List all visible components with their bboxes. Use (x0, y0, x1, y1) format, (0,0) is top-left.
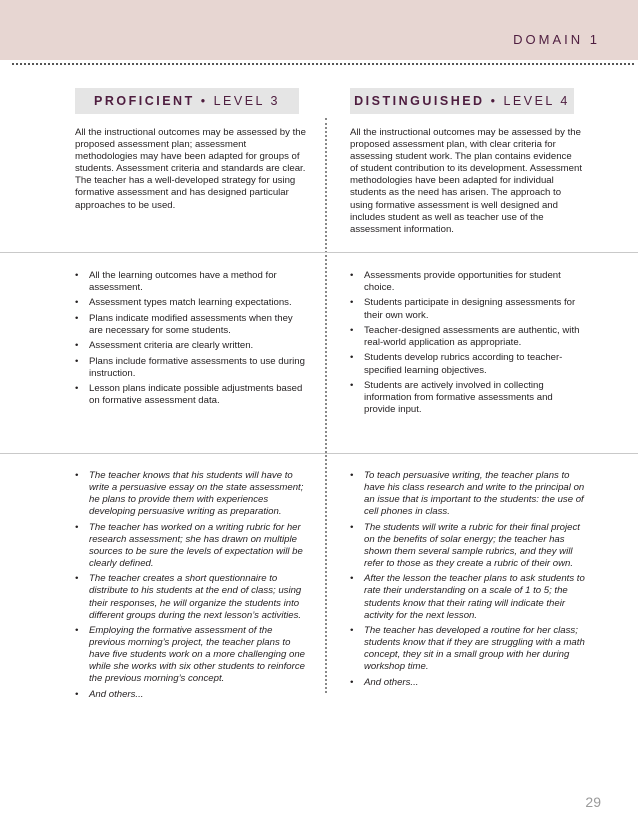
list-item: • All the learning outcomes have a method for assessment. (75, 270, 277, 294)
proficient-description: All the instructional outcomes may be assessed by the proposed assessment plan; assessment methodologies may have been adapted for groups of students. Assessment criteria and standards are clear. The teacher has a well-developed strategy for using formative assessment and has designed particular approaches to be used. (75, 127, 306, 211)
list-item: • Plans indicate modified assessments when they are necessary for some students. (75, 312, 293, 336)
list-item: • After the lesson the teacher plans to ask students to rate their understanding on a scale of 1 to 5; the students know that their rating will indicate their activity for the next lesson. (350, 573, 585, 621)
list-item: • Assessment criteria are clearly written. (75, 340, 254, 352)
domain-banner (0, 0, 638, 60)
proficient-attributes (75, 270, 307, 411)
list-item: • Students develop rubrics according to teacher-specified learning objectives. (350, 352, 563, 376)
list-item: • Plans include formative assessments to use during instruction. (75, 355, 305, 379)
distinguished-header (350, 88, 574, 114)
proficient-header (75, 88, 299, 114)
proficient-examples (75, 470, 311, 704)
list-item: • Assessments provide opportunities for student choice. (350, 270, 561, 294)
level-separator: • (490, 94, 498, 108)
list-item: • The students will write a rubric for their final project on the benefits of solar energy; the teacher has shown them several sample rubrics, and they will refer to those as they create a rubric of their own. (350, 521, 580, 569)
list-item: • And others... (75, 688, 144, 700)
level-number: LEVEL 3 (213, 94, 280, 108)
distinguished-examples (350, 470, 586, 692)
column-divider (325, 118, 327, 693)
list-item: • To teach persuasive writing, the teacher plans to have his class research and write to the principal on an issue that is important to the students: the use of cell phones in class. (350, 470, 585, 518)
list-item: • Employing the formative assessment of the previous morning’s project, the teacher plans to have five students work on a more challenging one while she works with six other students to reinforce the previous morning’s concept. (75, 625, 305, 685)
level-separator: • (200, 94, 208, 108)
list-item: • The teacher has developed a routine for her class; students know that if they are struggling with a math concept, they sit in a small group with her during workshop time. (350, 625, 585, 673)
level-name: DISTINGUISHED (354, 94, 485, 108)
section-divider (0, 252, 638, 253)
level-number: LEVEL 4 (503, 94, 570, 108)
list-item: • And others... (350, 676, 419, 688)
domain-label: DOMAIN 1 (513, 32, 600, 47)
dotted-divider (12, 63, 634, 65)
list-item: • Students are actively involved in collecting information from formative assessments and provide input. (350, 379, 553, 416)
page-number: 29 (585, 794, 601, 810)
list-item: • The teacher creates a short questionnaire to distribute to his students at the end of class; using their responses, he will organize the students into different groups during the next lesson’s activities. (75, 573, 302, 621)
list-item: • Students participate in designing assessments for their own work. (350, 297, 576, 321)
distinguished-description: All the instructional outcomes may be assessed by the proposed assessment plan, with clear criteria for assessing student work. The plan contains evidence of student contribution to its development. Assessment methodologies have been adapted for individual students as the need has arisen. The approach to using formative assessment is well designed and includes student as well as teacher use of the assessment information. (350, 127, 582, 235)
list-item: • The teacher knows that his students will have to write a persuasive essay on the state assessment; he plans to provide them with experiences developing persuasive writing as preparation. (75, 470, 304, 518)
level-name: PROFICIENT (94, 94, 195, 108)
list-item: • Lesson plans indicate possible adjustments based on formative assessment data. (75, 383, 303, 407)
list-item: • Assessment types match learning expectations. (75, 297, 292, 309)
section-divider (0, 453, 638, 454)
list-item: • Teacher-designed assessments are authentic, with real-world application as appropriate. (350, 324, 580, 349)
list-item: • The teacher has worked on a writing rubric for her research assessment; she has drawn on multiple sources to be sure the levels of expectation will be clearly defined. (75, 521, 303, 569)
distinguished-attributes (350, 270, 582, 420)
